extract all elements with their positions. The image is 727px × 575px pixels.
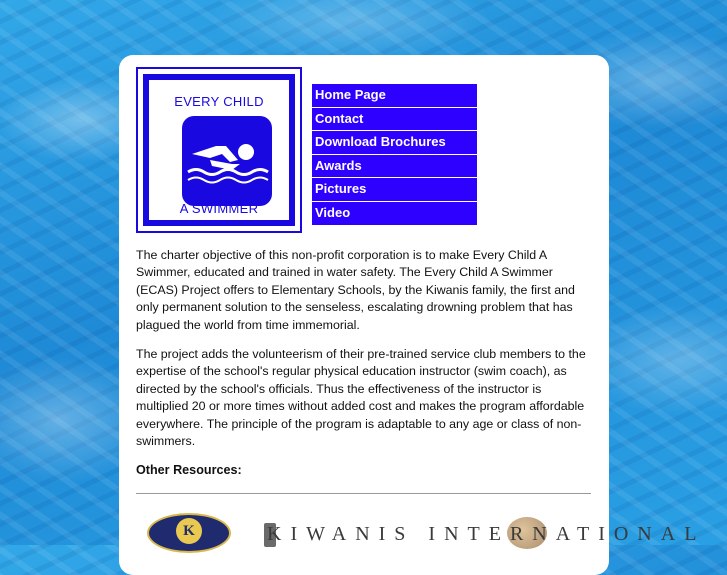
- main-panel: [119, 55, 706, 575]
- every-child-a-swimmer-logo[interactable]: [136, 67, 302, 233]
- kiwanis-seal-logo[interactable]: [147, 513, 231, 553]
- logo-border: [143, 74, 295, 226]
- divider: [136, 493, 591, 494]
- nav-item-home-page[interactable]: Home Page: [312, 84, 477, 108]
- main-content: [136, 247, 592, 480]
- nav-item-contact[interactable]: Contact: [312, 108, 477, 132]
- kiwanis-international-banner[interactable]: KIWANIS INTERNATIONAL: [267, 523, 706, 545]
- nav-item-awards[interactable]: Awards: [312, 155, 477, 179]
- nav-item-pictures[interactable]: Pictures: [312, 178, 477, 202]
- logo-background: [149, 80, 289, 220]
- nav-item-video[interactable]: Video: [312, 202, 477, 226]
- nav-item-download-brochures[interactable]: Download Brochures: [312, 131, 477, 155]
- intro-paragraph: The charter objective of this non-profit corporation is to make Every Child A Swimmer, educated and trained in water safety. The Every Child A Swimmer (ECAS) Project offers to Elementary Schools, by the Kiwanis family, the first and only permanent solution to the senseless, escalating drowning problem that has plagued the world from time immemorial.: [136, 248, 575, 332]
- main-nav: [312, 84, 477, 226]
- other-resources-heading: Other Resources:: [136, 463, 242, 478]
- swimmer-icon: [182, 116, 272, 206]
- kiwanis-k-icon: K: [176, 518, 202, 544]
- logo-top-text: EVERY CHILD: [174, 94, 264, 109]
- project-paragraph: The project adds the volunteerism of their pre-trained service club members to the expertise of the school's regular physical education instructor (swim coach), as directed by the school's officials. Thus the effectiveness of the instructor is multiplied 20 or more times without added cost and makes the program affordable everywhere. The principle of the program is adaptable to any age or class of non-swimmers.: [136, 347, 586, 449]
- logo-bottom-text: A SWIMMER: [179, 201, 259, 216]
